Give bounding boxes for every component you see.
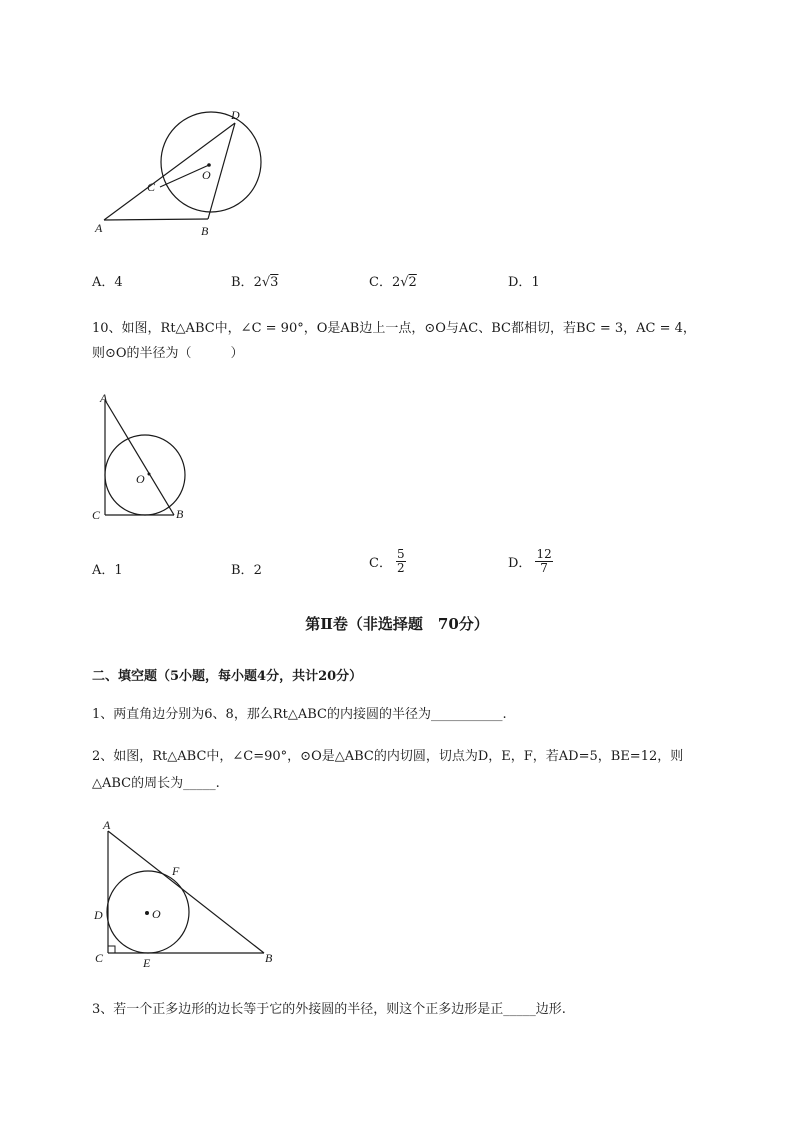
option-letter: D．: [508, 275, 532, 290]
option-letter: A．: [92, 563, 115, 578]
option-letter: C．: [369, 556, 392, 571]
q9-label-a: A: [95, 221, 103, 235]
fill2-label-a: A: [103, 818, 111, 832]
q10-option-d: [508, 548, 553, 575]
fill2-text-line2: △ABC的周长为_____.: [92, 776, 220, 791]
sqrt-radicand: 3: [270, 275, 279, 290]
q9-center-dot: [207, 163, 211, 167]
fraction: [396, 548, 406, 575]
sqrt-coefficient: 2: [391, 275, 401, 290]
q9-option-b: [231, 271, 278, 290]
q9-line-ad: [104, 123, 235, 220]
fraction-numerator: 12: [536, 547, 552, 561]
sqrt-radicand: 2: [408, 275, 417, 290]
q9-line-bd: [208, 123, 235, 219]
sqrt-expression: 2√2: [391, 275, 417, 290]
q9-label-c: C: [147, 180, 156, 194]
option-value: 2: [253, 563, 262, 578]
fill2-text-line1: 2、如图，Rt△ABC中，∠C=90°，⊙O是△ABC的内切圆，切点为D，E，F，若AD=5，BE=12，则: [92, 749, 684, 764]
q10-circle: [105, 435, 185, 515]
option-letter: C．: [369, 275, 392, 290]
fill2-center-dot: [145, 911, 149, 915]
fill2-label-f: F: [172, 864, 180, 878]
option-value: 1: [531, 275, 540, 290]
q10-text-line1: 10、如图，Rt△ABC中，∠C = 90°，O是AB边上一点，⊙O与AC、BC都相切，若BC = 3，AC = 4，: [92, 321, 696, 336]
fill2-side-ab: [108, 831, 264, 953]
q10-text-line2: 则⊙O的半径为（ ）: [92, 346, 244, 361]
q9-option-a: [92, 271, 123, 290]
q10-side-ab: [105, 400, 174, 515]
fill2-label-c: C: [95, 951, 104, 965]
q10-center-dot: [148, 473, 151, 476]
q10-figure: [88, 388, 203, 523]
option-letter: D．: [508, 556, 532, 571]
q9-label-d: D: [231, 108, 240, 122]
q10-label-a: A: [100, 391, 108, 405]
fill2-label-o: O: [152, 907, 161, 921]
option-value: 4: [114, 275, 123, 290]
fraction-numerator: 5: [396, 547, 405, 561]
fraction-denominator: 2: [396, 561, 405, 575]
q10-label-c: C: [92, 508, 101, 522]
q10-label-o: O: [136, 472, 145, 486]
fraction: [535, 548, 552, 575]
q10-option-a: [92, 559, 123, 578]
fill2-right-angle-mark: [108, 946, 115, 953]
q10-option-c: [369, 548, 406, 575]
sqrt-expression: 2√3: [253, 275, 279, 290]
sqrt-coefficient: 2: [253, 275, 262, 290]
option-letter: B．: [231, 275, 254, 290]
q9-line-ab: [104, 219, 208, 220]
fill2-figure: [88, 815, 283, 970]
fill2-label-d: D: [94, 908, 103, 922]
q9-circle: [161, 112, 261, 212]
section-title: 第Ⅱ卷（非选择题 70分）: [305, 615, 489, 633]
fill2-label-e: E: [143, 956, 151, 970]
option-letter: B．: [231, 563, 254, 578]
q9-option-d: [508, 271, 540, 290]
fill2-label-b: B: [265, 951, 273, 965]
fill3-text: 3、若一个正多边形的边长等于它的外接圆的半径，则这个正多边形是正_____边形.: [92, 1002, 566, 1017]
fraction-denominator: 7: [540, 561, 548, 575]
q9-figure: [90, 105, 280, 240]
q9-label-b: B: [201, 224, 209, 238]
option-letter: A．: [92, 275, 115, 290]
q10-label-b: B: [176, 507, 184, 521]
section-heading: 二、填空题（5小题，每小题4分，共计20分）: [92, 669, 363, 684]
option-value: 1: [114, 563, 123, 578]
q9-option-c: [369, 271, 417, 290]
q9-label-o: O: [202, 168, 211, 182]
q10-option-b: [231, 559, 262, 578]
fill1-text: 1、两直角边分别为6、8，那么Rt△ABC的内接圆的半径为___________.: [92, 707, 507, 722]
